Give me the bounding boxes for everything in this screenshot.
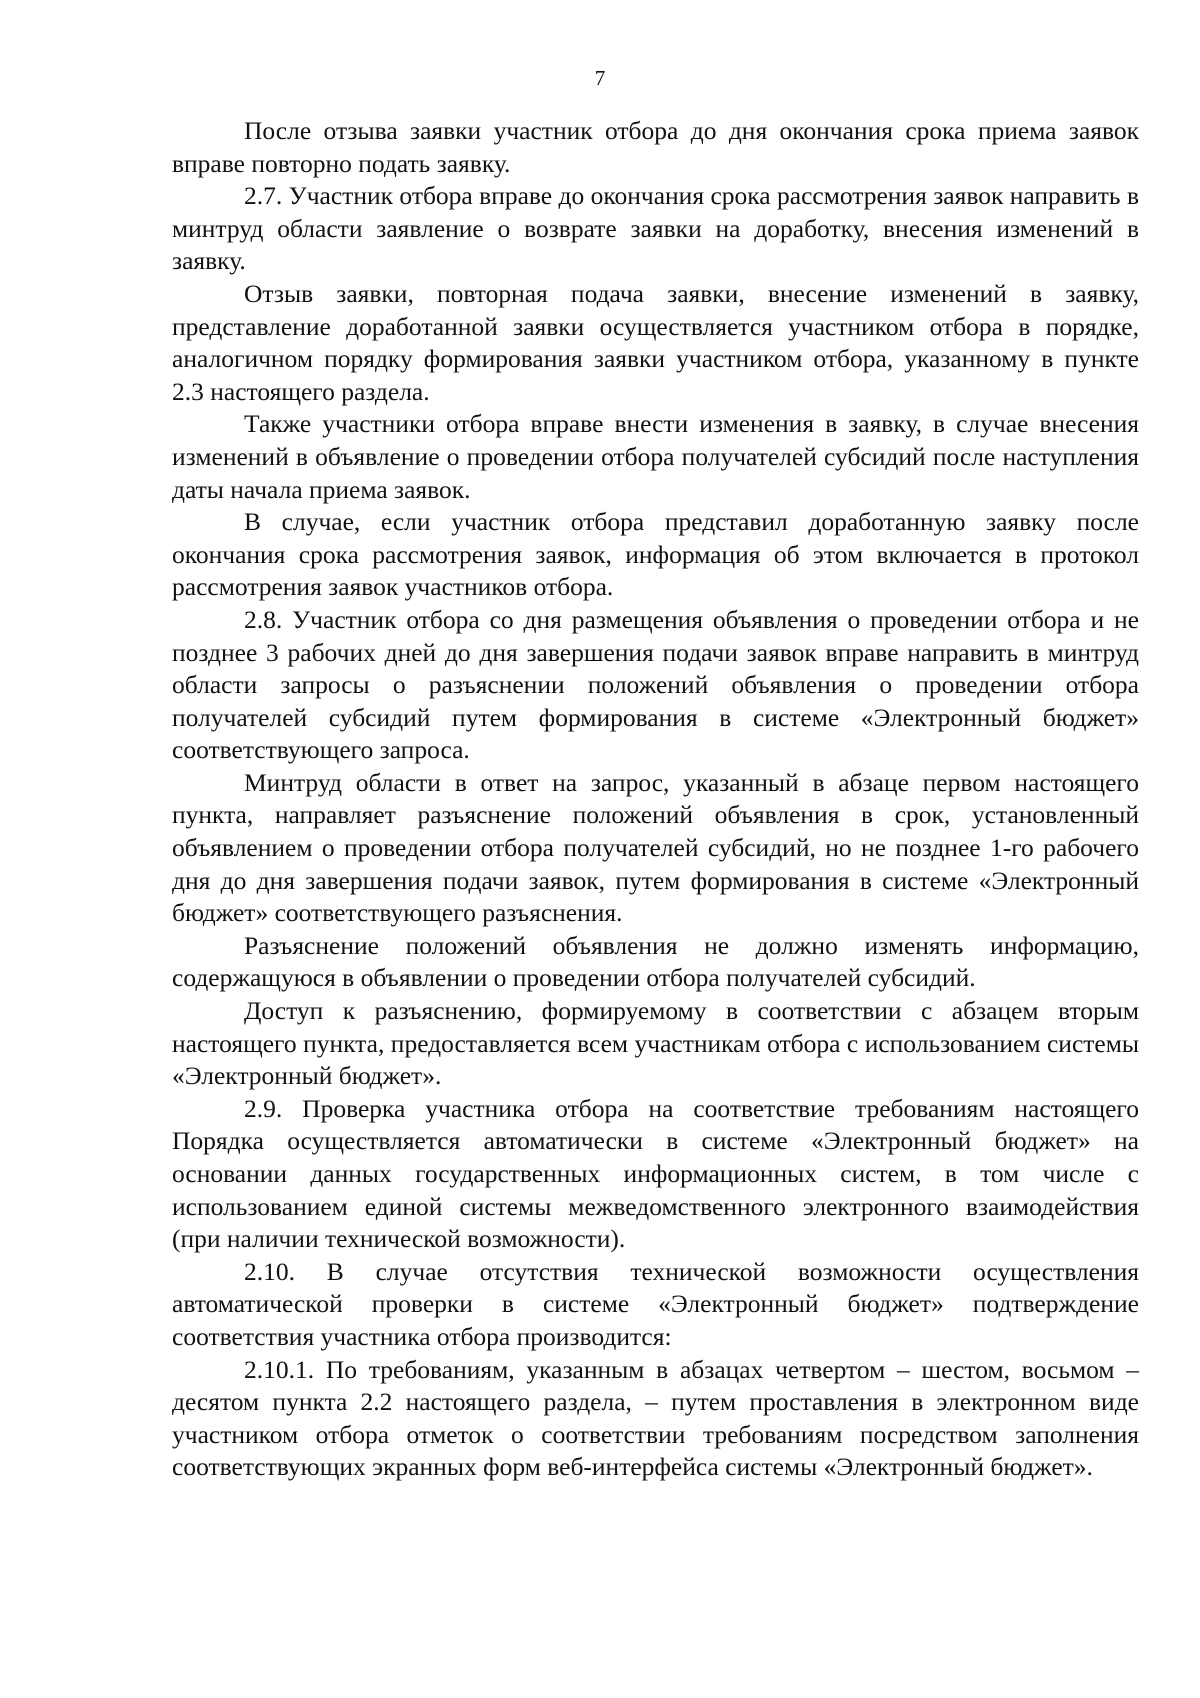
page-number: 7 (594, 66, 606, 90)
paragraph-ministry-response: Минтруд области в ответ на запрос, указанный в абзаце первом настоящего пункта, направляет разъяснение положений объявления в срок, установленный объявлением о проведении отбора получателей субсидий, но не позднее 1-го рабочего дня до дня завершения подачи заявок, путем формирования в системе «Электронный бюджет» соответствующего разъяснения. (172, 767, 1139, 928)
paragraph-2-10-1: 2.10.1. По требованиям, указанным в абзацах четвертом – шестом, восьмом – десятом пункта 2.2 настоящего раздела, – путем проставления в электронном виде участником отбора отметок о соответствии требованиям посредством заполнения соответствующих экранных форм веб-интерфейса системы «Электронный бюджет». (172, 1354, 1139, 1482)
paragraph-2-9: 2.9. Проверка участника отбора на соответствие требованиям настоящего Порядка осуществляется автоматически в системе «Электронный бюджет» на основании данных государственных информационных систем, в том числе с использованием единой системы межведомственного электронного взаимодействия (при наличии технической возможности). (172, 1093, 1139, 1254)
paragraph-2-8: 2.8. Участник отбора со дня размещения объявления о проведении отбора и не позднее 3 рабочих дней до дня завершения подачи заявок вправе направить в минтруд области запросы о разъяснении положений объявления о проведении отбора получателей субсидий путем формирования в системе «Электронный бюджет» соответствующего запроса. (172, 604, 1139, 765)
paragraph-withdrawal-procedure: Отзыв заявки, повторная подача заявки, внесение изменений в заявку, представление доработанной заявки осуществляется участником отбора в порядке, аналогичном порядку формирования заявки участником отбора, указанному в пункте 2.3 настоящего раздела. (172, 278, 1139, 406)
paragraph-late-revision: В случае, если участник отбора представил доработанную заявку после окончания срока рассмотрения заявок, информация об этом включается в протокол рассмотрения заявок участников отбора. (172, 507, 1139, 602)
paragraph-clarification-limits: Разъяснение положений объявления не должно изменять информацию, содержащуюся в объявлении о проведении отбора получателей субсидий. (172, 930, 1139, 993)
paragraph-clarification-access: Доступ к разъяснению, формируемому в соответствии с абзацем вторым настоящего пункта, предоставляется всем участникам отбора с использованием системы «Электронный бюджет». (172, 996, 1139, 1091)
paragraph-2-10: 2.10. В случае отсутствия технической возможности осуществления автоматической проверки в системе «Электронный бюджет» подтверждение соответствия участника отбора производится: (172, 1256, 1139, 1351)
document-body (172, 115, 1139, 1484)
paragraph-withdrawal-resubmission: После отзыва заявки участник отбора до дня окончания срока приема заявок вправе повторно подать заявку. (172, 116, 1139, 178)
paragraph-2-7: 2.7. Участник отбора вправе до окончания срока рассмотрения заявок направить в минтруд области заявление о возврате заявки на доработку, внесения изменений в заявку. (172, 181, 1139, 276)
paragraph-amendment-rights: Также участники отбора вправе внести изменения в заявку, в случае внесения изменений в объявление о проведении отбора получателей субсидий после наступления даты начала приема заявок. (172, 409, 1139, 504)
